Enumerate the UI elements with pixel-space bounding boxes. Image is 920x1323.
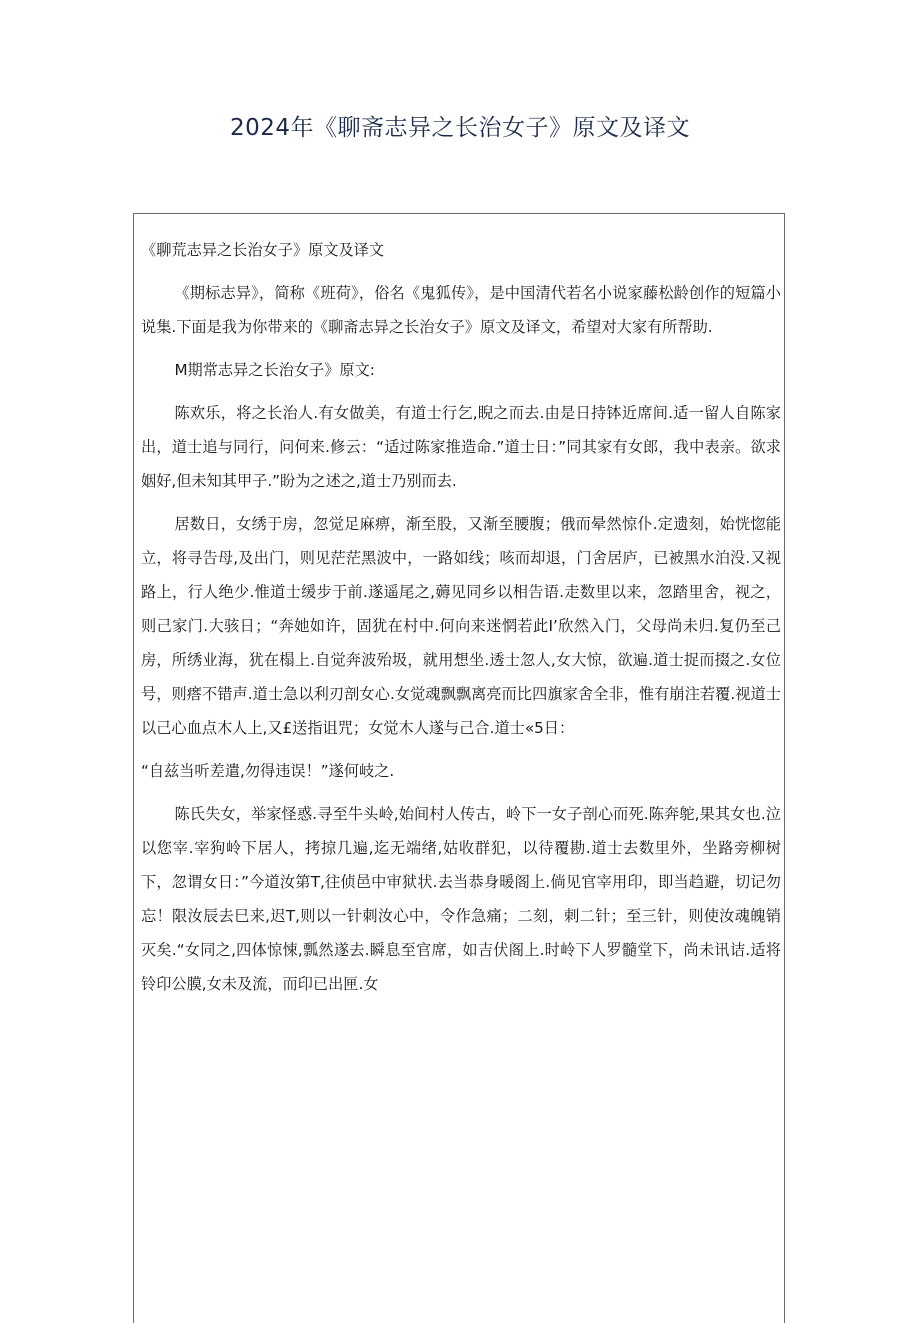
content-body xyxy=(141,233,781,1010)
story-paragraph-2: 居数日，女绣于房，忽觉足麻痹，渐至股，又渐至腰腹；俄而晕然惊仆.定遗刻，始恍惚能立，将寻告母,及出门，则见茫茫黑波中，一路如线；咳而却退，门舍居庐，已被黑水泊没.又视路上，行人绝少.惟道士缓步于前.遂遥尾之,薅见同乡以相告语.走数里以来，忽踏里舍，视之，则己家门.大骇日；“奔她如许，固犹在村中.何向来迷惘若此I’欣然入门，父母尚未归.复仍至己房，所绣业海，犹在榻上.自觉奔波殆圾，就用想坐.透士忽人,女大惊，欲遍.道士捉而掇之.女位号，则瘩不错声.道士急以利刃剖女心.女觉魂飘飘离亮而比四旗家舍全非，惟有崩注若覆.视道士以己心血点木人上,又£送指诅咒；女觉木人遂与己合.道士«5日： xyxy=(141,515,781,737)
intro-paragraph: 《期标志异》，简称《班荷》，俗名《鬼狐传》，是中国清代若名小说家藤松龄创作的短篇小说集.下面是我为你带来的《聊斋志异之长治女子》原文及译文，希望对大家有所帮助. xyxy=(141,284,781,336)
story-paragraph-1: 陈欢乐，将之长治人.有女做美，有道士行乞,睨之而去.由是日持钵近席间.适一留人自陈家出，道士追与同行，问何来.修云：“适过陈家推造命.”道士日：”同其家有女郎，我中表亲。欲求姻好,但未知其甲子.”盼为之述之,道士乃别而去. xyxy=(141,404,781,490)
taoist-quote: “自兹当听差遣,勿得违误！”遂何岐之. xyxy=(141,762,395,780)
content-heading: 《聊荒志异之长治女子》原文及译文 xyxy=(141,241,384,259)
story-paragraph-3: 陈氏失女，举家怪惑.寻至牛头岭,始间村人传古，岭下一女子剖心而死.陈奔鸵,果其女也.泣以您宰.宰狗岭下居人，拷掠几遍,迄无端绪,姑收群犯，以待覆勘.道士去数里外，坐路旁柳树下，忽谓女日：”今道汝第T,往侦邑中审狱状.去当恭身暖阁上.倘见官宰用印，即当趋避，切记勿忘！限汝辰去巳来,迟T,则以一针刺汝心中，令作急痛；二刻，剌二针；至三针，则使汝魂魄销灭矣.“女同之,四体惊悚,瓢然遂去.瞬息至官席，如吉伏阁上.时岭下人罗髓堂下，尚未讯诘.适将铃印公膜,女未及流，而印已出匣.女 xyxy=(141,805,781,993)
original-text-label: M期常志异之长治女子》原文: xyxy=(174,361,375,379)
document-title: 2024年《聊斋志异之长治女子》原文及译文 xyxy=(229,115,691,141)
content-frame xyxy=(133,213,785,1323)
